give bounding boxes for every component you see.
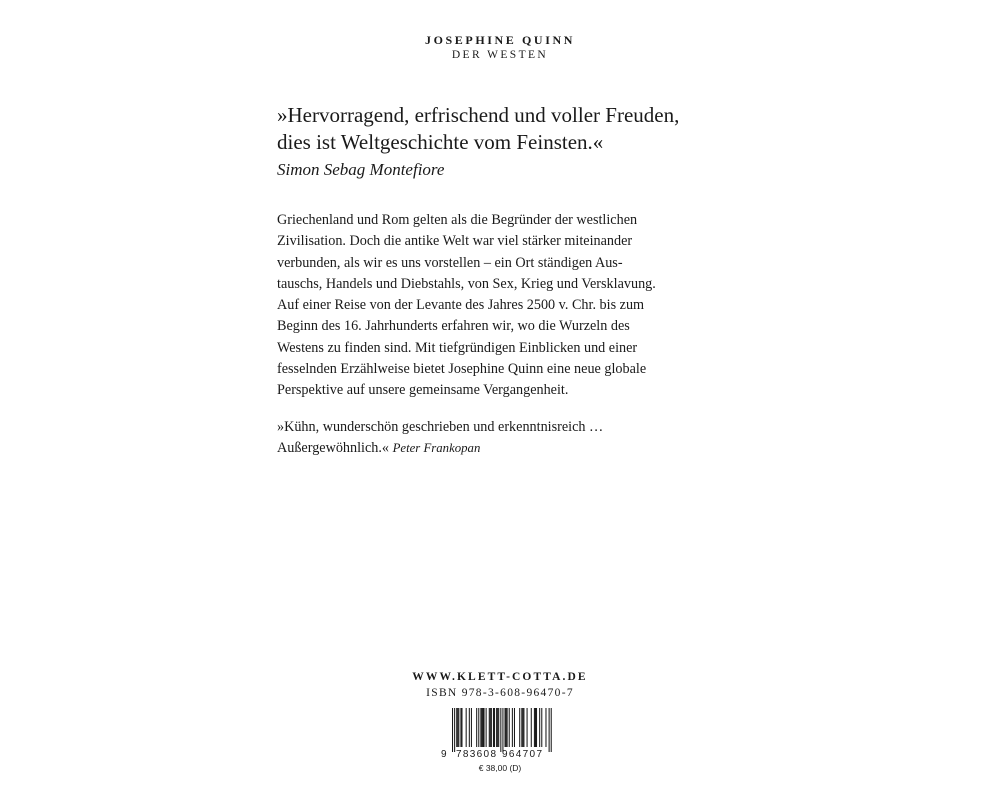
barcode-bar xyxy=(534,708,535,747)
barcode-bar xyxy=(491,708,492,747)
book-title: DER WESTEN xyxy=(451,49,549,61)
barcode-bar xyxy=(497,708,498,747)
barcode-bar xyxy=(551,708,552,752)
barcode-bar xyxy=(461,708,462,747)
blurb-line: Beginn des 16. Jahrhunderts erfahren wir, wo die Wurzeln des xyxy=(277,318,630,335)
barcode-bar xyxy=(486,708,487,747)
barcode-bar xyxy=(535,708,536,747)
barcode-bar xyxy=(460,708,461,747)
barcode-bar xyxy=(512,708,513,747)
barcode-bar xyxy=(457,708,458,747)
barcode-bar xyxy=(476,708,477,747)
barcode-bar xyxy=(523,708,524,747)
barcode-bar xyxy=(522,708,523,747)
barcode-bar xyxy=(509,708,510,747)
barcode-bar xyxy=(521,708,522,747)
isbn-text: ISBN 978-3-608-96470-7 xyxy=(426,687,574,699)
barcode-bar xyxy=(484,708,485,747)
barcode-bar xyxy=(458,708,459,747)
isbn-barcode xyxy=(438,707,562,759)
main-quote-author: Simon Sebag Montefiore xyxy=(277,160,445,179)
barcode-digit-lead: 9 xyxy=(441,749,447,759)
second-quote-line xyxy=(277,438,677,459)
blurb-line: Westens zu finden sind. Mit tiefgründigen Einblicken und einer xyxy=(277,339,638,356)
barcode-bar xyxy=(531,708,532,747)
barcode-bar xyxy=(541,708,542,747)
barcode-bar xyxy=(482,708,483,747)
barcode-bar xyxy=(490,708,491,747)
barcode-bar xyxy=(480,708,481,747)
cover-header xyxy=(0,32,1000,63)
barcode-bar xyxy=(527,708,528,747)
barcode-digits-left: 783608 xyxy=(456,749,496,759)
barcode-bar xyxy=(536,708,537,747)
second-quote xyxy=(277,417,677,460)
barcode-bar xyxy=(466,708,467,747)
barcode-bar xyxy=(519,708,520,747)
barcode-bar xyxy=(549,708,550,752)
barcode-bar xyxy=(505,708,506,747)
barcode-bar xyxy=(500,708,501,752)
barcode-bar xyxy=(454,708,455,752)
blurb-line: Zivilisation. Doch die antike Welt war viel stärker miteinander xyxy=(277,233,633,250)
second-quote-author: Peter Frankopan xyxy=(392,441,481,456)
barcode-bar xyxy=(502,708,503,752)
barcode-bar xyxy=(493,708,494,747)
blurb-line: tauschs, Handels und Diebstahls, von Sex, Krieg und Versklavung. xyxy=(277,275,656,292)
main-quote xyxy=(277,102,737,156)
publisher-website: WWW.KLETT-COTTA.DE xyxy=(412,671,588,683)
barcode-bar xyxy=(494,708,495,747)
blurb-line: verbunden, als wir es uns vorstellen – ein Ort ständigen Aus- xyxy=(277,254,623,271)
barcode-bar xyxy=(489,708,490,747)
blurb-line: fesselnden Erzählweise bietet Josephine Quinn eine neue globale xyxy=(277,361,647,378)
blurb-line: Griechenland und Rom gelten als die Begründer der westlichen xyxy=(277,212,638,228)
barcode-bars xyxy=(452,708,552,752)
barcode-bar xyxy=(481,708,482,747)
barcode-bar xyxy=(545,708,546,747)
author-name: JOSEPHINE QUINN xyxy=(424,33,576,47)
cover-footer xyxy=(0,670,1000,774)
barcode-bar xyxy=(469,708,470,747)
barcode-bar xyxy=(514,708,515,747)
main-quote-line: »Hervorragend, erfrischend und voller Freuden, xyxy=(277,103,680,127)
barcode-digits-right: 964707 xyxy=(502,749,542,759)
second-quote-text: Außergewöhnlich.« xyxy=(277,440,390,457)
barcode-bar xyxy=(471,708,472,747)
main-quote-block xyxy=(277,102,737,182)
barcode-bar xyxy=(452,708,453,752)
price-label: € 38,00 (D) xyxy=(478,763,522,773)
barcode-bar xyxy=(539,708,540,747)
barcode-bar xyxy=(456,708,457,747)
barcode-bar xyxy=(507,708,508,747)
blurb-text xyxy=(277,210,656,402)
barcode-bar xyxy=(506,708,507,747)
second-quote-line: »Kühn, wunderschön geschrieben und erkenntnisreich … xyxy=(277,419,604,435)
barcode-bar xyxy=(478,708,479,747)
main-quote-line: dies ist Weltgeschichte vom Feinsten.« xyxy=(277,130,604,154)
barcode-bar xyxy=(498,708,499,747)
blurb-line: Auf einer Reise von der Levante des Jahres 2500 v. Chr. bis zum xyxy=(277,297,645,314)
barcode-bar xyxy=(496,708,497,747)
blurb-line: Perspektive auf unsere gemeinsame Vergangenheit. xyxy=(277,382,569,399)
